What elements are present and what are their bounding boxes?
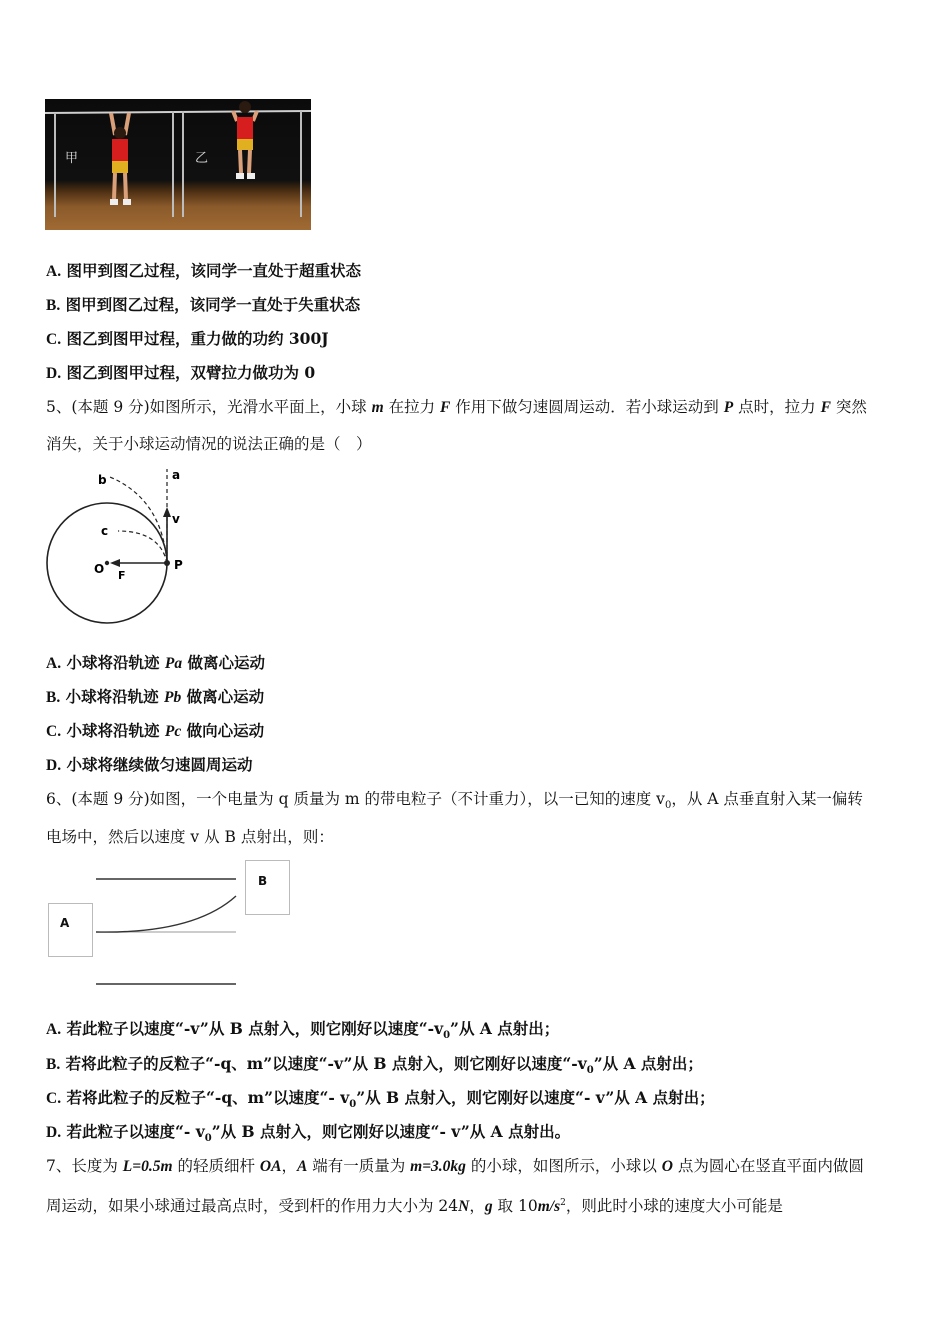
q5-circle-diagram — [40, 463, 200, 633]
label-v: v — [172, 512, 180, 526]
q4-option-c: C. 图乙到图甲过程，重力做的功约 300J — [46, 329, 329, 348]
q7-stem-line2: 周运动，如果小球通过最高点时，受到杆的作用力大小为 24N，g 取 $10m/s^2$，则此时小球的速度大小可能是 — [46, 1197, 783, 1216]
label-c: c — [101, 524, 109, 538]
path-b — [110, 477, 167, 563]
pull-up-illustration — [45, 99, 311, 230]
label-o: O — [94, 562, 105, 576]
point-p — [164, 560, 170, 566]
q5-stem-line1: 5、(本题 9 分)如图所示，光滑水平面上，小球 m 在拉力 F 作用下做匀速圆周运动．若小球运动到 P 点时，拉力 F 突然 — [46, 398, 867, 416]
photo-label-right: 乙 — [195, 151, 209, 166]
pull-up-photo — [45, 99, 311, 230]
q7-stem-line1: 7、长度为 L=0.5m 的轻质细杆 OA，A 端有一质量为 m=3.0kg 的小球，如图所示，小球以 O 点为圆心在竖直平面内做圆 — [46, 1157, 864, 1175]
label-a: a — [172, 468, 181, 482]
label-box-a: A — [48, 903, 93, 957]
q6-deflection-diagram — [94, 870, 244, 990]
label-box-b: B — [245, 860, 290, 915]
q5-stem-line2: 消失，关于小球运动情况的说法正确的是（ ） — [46, 435, 372, 453]
photo-label-left: 甲 — [65, 151, 79, 166]
q4-option-d: D. 图乙到图甲过程，双臂拉力做功为 0 — [46, 363, 316, 382]
point-o — [105, 561, 109, 565]
label-p: P — [174, 558, 183, 572]
label-b: b — [98, 473, 107, 487]
q6-option-d: D. 若此粒子以速度“- $v_0$”从 B 点射入，则它刚好以速度“- v”从 A 点射出。 — [46, 1122, 571, 1145]
q6-stem-line2: 电场中，然后以速度 v 从 B 点射出，则： — [46, 828, 334, 846]
label-f: F — [118, 569, 126, 582]
q5-option-b: B. 小球将沿轨迹 Pb 做离心运动 — [46, 687, 265, 706]
q5-option-a: A. 小球将沿轨迹 Pa 做离心运动 — [46, 653, 266, 672]
q6-option-b: B. 若将此粒子的反粒子“-q、m”以速度“-v”从 B 点射入，则它刚好以速度“$-v_0$”从 A 点射出； — [46, 1054, 703, 1077]
particle-trajectory — [96, 896, 236, 932]
q6-stem-line1: 6、(本题 9 分)如图，一个电量为 q 质量为 m 的带电粒子（不计重力），以一已知的速度 $v_0$，从 A 点垂直射入某一偏转 — [46, 790, 863, 812]
q5-option-d: D. 小球将继续做匀速圆周运动 — [46, 755, 253, 774]
q6-option-c: C. 若将此粒子的反粒子“-q、m”以速度“- $v_0$”从 B 点射入，则它刚好以速度“- v”从 A 点射出； — [46, 1088, 715, 1111]
q4-option-b: B. 图甲到图乙过程，该同学一直处于失重状态 — [46, 295, 361, 314]
q6-option-a: A. 若此粒子以速度“-v”从 B 点射入，则它刚好以速度“$-v_0$”从 A 点射出； — [46, 1019, 560, 1042]
q5-option-c: C. 小球将沿轨迹 Pc 做向心运动 — [46, 721, 265, 740]
q4-option-a: A. 图甲到图乙过程，该同学一直处于超重状态 — [46, 261, 361, 280]
